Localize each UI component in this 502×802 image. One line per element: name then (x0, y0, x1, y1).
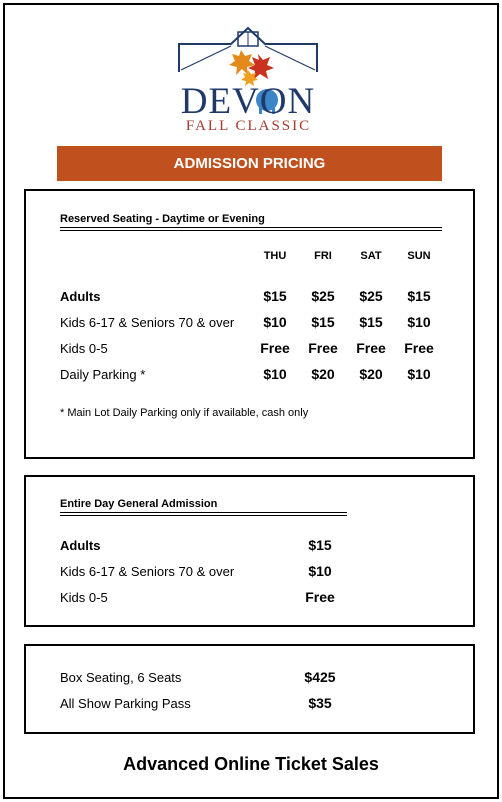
logo-subtitle: FALL CLASSIC (185, 118, 312, 134)
price-cell: $35 (308, 695, 332, 711)
parking-footnote: * Main Lot Daily Parking only if available, cash only (60, 407, 309, 419)
title-underline (60, 227, 442, 231)
price-cell: $15 (359, 314, 383, 330)
price-cell: $15 (407, 288, 431, 304)
online-ticket-sales-heading: Advanced Online Ticket Sales (123, 754, 379, 774)
price-cell: $20 (359, 366, 383, 382)
admission-pricing-banner: ADMISSION PRICING (57, 146, 442, 181)
section-title: Reserved Seating - Daytime or Evening (60, 213, 265, 225)
price-cell: $10 (407, 366, 431, 382)
price-cell: $10 (263, 314, 287, 330)
price-cell: $25 (311, 288, 335, 304)
title-underline (60, 512, 347, 516)
logo-wordmark: DEVON (180, 81, 316, 122)
day-header: FRI (314, 250, 332, 262)
reserved-seating-section (24, 189, 475, 459)
row-label: Kids 0-5 (60, 590, 108, 605)
row-label: Kids 6-17 & Seniors 70 & over (60, 564, 235, 579)
day-header: SUN (407, 250, 431, 262)
row-label: Adults (60, 289, 101, 304)
price-cell: $15 (311, 314, 335, 330)
price-cell: $425 (304, 669, 336, 685)
devon-logo (176, 26, 321, 134)
price-cell: $15 (308, 537, 332, 553)
box-seating-section (24, 644, 475, 734)
row-label: Adults (60, 538, 101, 553)
row-label: Kids 0-5 (60, 341, 108, 356)
price-cell: $10 (263, 366, 287, 382)
row-label: All Show Parking Pass (60, 696, 191, 711)
row-label: Kids 6-17 & Seniors 70 & over (60, 315, 235, 330)
price-cell: $25 (359, 288, 383, 304)
price-cell: Free (308, 340, 338, 356)
price-cell: $10 (407, 314, 431, 330)
price-cell: $15 (263, 288, 287, 304)
price-cell: Free (356, 340, 386, 356)
section-title: Entire Day General Admission (60, 498, 218, 510)
day-header: THU (263, 250, 287, 262)
price-cell: Free (305, 589, 335, 605)
row-label: Box Seating, 6 Seats (60, 670, 182, 685)
price-cell: Free (404, 340, 434, 356)
price-cell: Free (260, 340, 290, 356)
day-header: SAT (360, 250, 382, 262)
general-admission-section (24, 475, 475, 627)
price-cell: $10 (308, 563, 332, 579)
row-label: Daily Parking * (60, 367, 146, 382)
price-cell: $20 (311, 366, 335, 382)
